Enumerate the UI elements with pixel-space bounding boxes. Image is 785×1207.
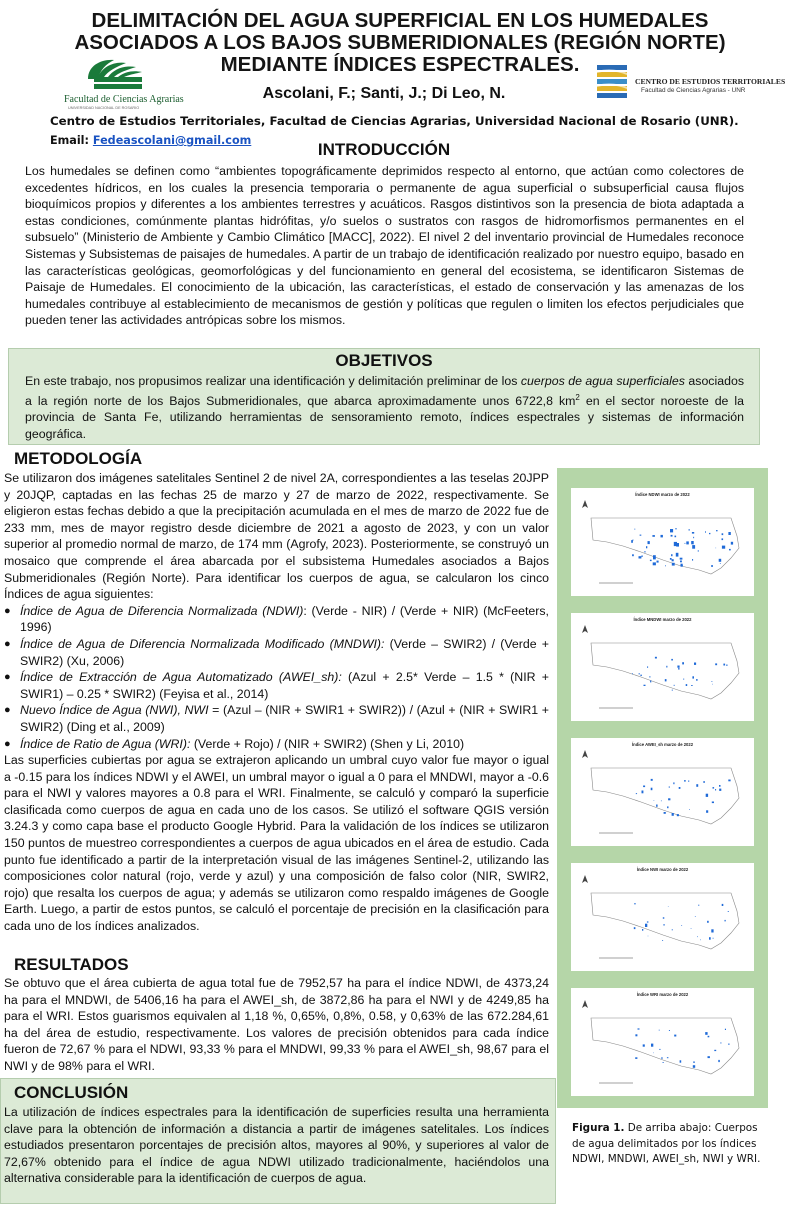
- metodologia-text: [4, 470, 549, 935]
- map-awei: [571, 738, 754, 846]
- water-patch: [693, 1065, 695, 1068]
- water-patch: [681, 925, 682, 926]
- water-patch: [705, 1032, 707, 1035]
- water-patch: [725, 1029, 726, 1030]
- water-patch: [692, 545, 695, 549]
- region-outline: [591, 1018, 739, 1074]
- water-patch: [652, 535, 655, 537]
- water-patch: [696, 679, 698, 681]
- north-arrow-icon: [582, 1000, 588, 1008]
- water-patch: [682, 662, 684, 664]
- water-patch: [709, 937, 711, 940]
- water-patch: [631, 540, 633, 543]
- water-patch: [678, 668, 679, 670]
- water-patch: [722, 904, 724, 906]
- water-patch: [657, 561, 659, 563]
- water-patch: [674, 685, 675, 686]
- cet-emblem-icon: [595, 63, 631, 101]
- index-formula: : (Verde - NIR) / (Verde + NIR) (McFeeters, 1996): [20, 603, 549, 635]
- list-item: [4, 636, 549, 669]
- map-figure-nwi: [571, 863, 754, 971]
- index-formula: (Verde + Rojo) / (NIR + SWIR2) (Shen y Li, 2010): [190, 736, 465, 751]
- water-patch: [672, 563, 675, 566]
- water-patch: [719, 789, 721, 791]
- water-patch: [672, 929, 673, 930]
- water-patch: [684, 780, 686, 782]
- index-name: Índice de Agua de Diferencia Normalizada Modificado (MNDWI):: [20, 636, 385, 651]
- water-patch: [661, 1057, 662, 1059]
- cet-logo-title: CENTRO DE ESTUDIOS TERRITORIALES: [635, 77, 785, 86]
- indices-list: [4, 603, 549, 752]
- water-patch: [651, 788, 653, 791]
- water-patch: [713, 938, 714, 939]
- water-patch: [692, 676, 694, 678]
- water-patch: [715, 789, 716, 791]
- water-patch: [648, 936, 649, 937]
- water-patch: [671, 535, 673, 537]
- map-ndwi: [571, 488, 754, 596]
- caption-text: De arriba abajo: Cuerpos de agua delimitados por los índices NDWI, MNDWI, AWEI_sh, NWI y WRI.: [572, 1122, 761, 1165]
- conclusion-heading: CONCLUSIÓN: [14, 1083, 129, 1102]
- water-patch: [715, 548, 716, 549]
- water-patch: [688, 529, 690, 530]
- water-patch: [639, 673, 641, 674]
- water-patch: [655, 657, 657, 659]
- north-arrow-icon: [582, 750, 588, 758]
- water-patch: [648, 541, 650, 544]
- water-patch: [686, 684, 688, 686]
- map-title: Índice WRI marzo de 2022: [636, 992, 689, 997]
- water-patch: [695, 916, 696, 917]
- water-patch: [693, 1061, 694, 1062]
- map-mndwi: [571, 613, 754, 721]
- water-patch: [691, 928, 692, 929]
- figure-panel: [557, 468, 768, 1108]
- water-patch: [665, 679, 667, 681]
- map-title: Índice NDWI marzo de 2022: [635, 492, 690, 497]
- water-patch: [673, 782, 674, 784]
- water-patch: [676, 553, 679, 557]
- water-patch: [694, 663, 696, 665]
- water-patch: [670, 558, 672, 560]
- cet-logo-subtitle: Facultad de Ciencias Agrarias - UNR: [641, 87, 746, 94]
- water-patch: [669, 787, 670, 788]
- water-patch: [698, 905, 699, 906]
- water-patch: [718, 1060, 720, 1062]
- caption-label: Figura 1.: [572, 1122, 625, 1134]
- water-patch: [686, 541, 689, 544]
- water-patch: [679, 787, 681, 789]
- north-arrow-icon: [582, 500, 588, 508]
- water-patch: [729, 549, 731, 551]
- map-title: Índice NWI marzo de 2022: [636, 867, 689, 872]
- water-patch: [632, 673, 633, 674]
- water-patch: [635, 1034, 637, 1036]
- conclusion-text: La utilización de índices espectrales para la identificación de superficies resulta una herramienta clave para la obtención de información a distancia a partir de imágenes satelitales. Los índices estudiados presentaron porcentajes de precisión altos, mayores al 90%, y superiores al valor de 72,67% obtenido para el índice de agua NDWI utilizado tradicionalmente, haciéndolos una alternativa considerable para la identificación de cuerpos de agua.: [4, 1105, 549, 1186]
- water-patch: [672, 813, 674, 816]
- water-patch: [649, 676, 650, 677]
- region-outline: [591, 643, 739, 699]
- water-patch: [650, 681, 651, 683]
- water-patch: [712, 802, 714, 804]
- water-patch: [672, 690, 673, 691]
- north-arrow-icon: [582, 875, 588, 883]
- index-formula: = (Azul – (NIR + SWIR1 + SWIR2)) / (Azul + (NIR + SWIR1 + SWIR2) (Ding et al., 2009): [20, 703, 549, 734]
- figure-caption: [572, 1121, 762, 1168]
- metodologia-heading: METODOLOGÍA: [14, 449, 143, 468]
- water-patch: [726, 665, 728, 666]
- water-patch: [632, 554, 634, 556]
- map-figure-ndwi: [571, 488, 754, 596]
- water-patch: [677, 666, 679, 668]
- map-nwi: [571, 863, 754, 971]
- water-patch: [720, 1042, 721, 1043]
- water-patch: [662, 940, 663, 941]
- map-wri: [571, 988, 754, 1096]
- water-patch: [693, 537, 694, 538]
- water-patch: [712, 684, 713, 685]
- water-patch: [708, 1036, 710, 1038]
- water-patch: [676, 543, 679, 547]
- list-item: [4, 669, 549, 702]
- water-patch: [661, 801, 662, 802]
- water-patch: [656, 805, 658, 807]
- water-patch: [659, 1030, 660, 1031]
- objetivos-text-em: cuerpos de agua superficiales: [520, 374, 685, 388]
- water-patch: [708, 1056, 710, 1058]
- water-patch: [669, 1030, 670, 1031]
- water-patch: [680, 1060, 682, 1062]
- water-patch: [644, 551, 645, 552]
- water-patch: [668, 798, 670, 800]
- water-patch: [722, 546, 725, 549]
- water-patch: [715, 663, 717, 665]
- water-patch: [667, 806, 668, 808]
- water-patch: [711, 565, 713, 567]
- water-patch: [661, 535, 663, 538]
- water-patch: [642, 929, 643, 931]
- index-formula: (Verde – SWIR2) / (Verde + SWIR2) (Xu, 2006): [20, 636, 549, 668]
- resultados-text: Se obtuvo que el área cubierta de agua total fue de 7952,57 ha para el índice NDWI, de 4373,24 ha para el MNDWI, de 5406,16 ha para el AWEI_sh, de 3872,86 ha para el NWI y de 4249,85 ha para el WRI. Estos guarismos equivalen al 1,18 %, 0,65%, 0,8%, 0.58, y 0,63% de las 672.284,61 ha del área de estudio, respectivamente. Los valores de precisión obtenidos para cada índice fueron de 72,67 % para el NDWI, 93,33 % para el MNDWI, 99,33 % para el AWEI_sh, 98,67 para el NWI y de 98% para el WRI.: [4, 976, 549, 1073]
- list-item: [4, 603, 549, 636]
- water-patch: [700, 939, 701, 940]
- water-patch: [706, 794, 708, 797]
- water-patch: [728, 780, 730, 782]
- index-name: Índice de Agua de Diferencia Normalizada (NDWI): [20, 603, 304, 618]
- water-patch: [725, 920, 726, 922]
- water-patch: [640, 675, 642, 676]
- water-patch: [691, 685, 692, 686]
- water-patch: [663, 924, 664, 925]
- water-patch: [691, 541, 694, 544]
- fca-logo-label: Facultad de Ciencias Agrarias: [64, 94, 184, 105]
- water-patch: [714, 1050, 716, 1051]
- water-patch: [683, 679, 684, 680]
- water-patch: [665, 565, 666, 566]
- water-patch: [659, 1049, 660, 1050]
- cet-logo: [595, 63, 785, 105]
- water-patch: [644, 685, 646, 686]
- water-patch: [713, 787, 715, 789]
- water-patch: [634, 529, 635, 530]
- water-patch: [722, 538, 724, 540]
- title-line-2: ASOCIADOS A LOS BAJOS SUBMERIDIONALES (REGIÓN NORTE): [74, 31, 726, 54]
- objetivos-text-c: en el sector noroeste de la provincia de Santa Fe, utilizando herramientas de sensoramiento remoto, índices espectrales y sistemas de información geográfica.: [25, 393, 744, 441]
- water-patch: [670, 529, 673, 532]
- water-patch: [643, 786, 645, 788]
- water-patch: [645, 924, 647, 927]
- metodologia-p2: Las superficies cubiertas por agua se extrajeron aplicando un umbral cuyo valor fue mayor o igual a -0.15 para los índices NDWI y el AWEI, un umbral mayor o igual a 0 para el MNDWI, mayor a -0.6 para el NWI y valores mayores a 0.8 para el WRI. Finalmente, se calculó y comparó la superficie clasificada como cuerpos de agua en cada uno de los casos. Se utilizó el software QGIS versión 3.24.3 y como capa base el producto Google Hybrid. Para la validación de los índices se utilizaron 150 puntos de muestreo correspondientes a cuerpos de agua ubicados en el área de estudio. Cada punto fue identificado a partir de la interpretación visual de las imágenes Sentinel-2, utilizando las composiciones color natural (rojo, verde y azul) y una composición de falso color (NIR, SWIR2, rojo) que resalta los cuerpos de agua; y además se utilizaron como respaldo imágenes de Google Earth. Luego, a partir de estos puntos, se calculó el porcentaje de precisión en la clasificación para cada uno de los índices analizados.: [4, 753, 549, 934]
- water-patch: [675, 536, 677, 538]
- water-patch: [663, 917, 665, 918]
- water-patch: [651, 1044, 653, 1047]
- objetivos-text-b: asociados a la región norte de los Bajos Submeridionales, que abarca aproximadamente unos 6722,8 km: [25, 374, 744, 408]
- email-link[interactable]: Fedeascolani@gmail.com: [92, 134, 252, 147]
- water-patch: [692, 559, 693, 561]
- index-formula: (Azul + 2.5* Verde – 1.5 * (NIR + SWIR1) – 0.25 * SWIR2) (Feyisa et al., 2014): [20, 670, 549, 701]
- water-patch: [642, 791, 644, 794]
- water-patch: [663, 1062, 664, 1063]
- water-patch: [647, 921, 649, 922]
- water-patch: [697, 936, 698, 937]
- water-patch: [634, 903, 636, 904]
- objetivos-text-sup: 2: [575, 392, 580, 402]
- list-item: [4, 736, 549, 753]
- affiliation: Centro de Estudios Territoriales, Facultad de Ciencias Agrarias, Universidad Nacional de Rosario (UNR).: [50, 114, 739, 128]
- water-patch: [705, 531, 706, 532]
- map-figure-wri: [571, 988, 754, 1096]
- water-patch: [723, 664, 725, 666]
- water-patch: [720, 563, 721, 564]
- map-figure-mndwi: [571, 613, 754, 721]
- water-patch: [719, 559, 722, 562]
- water-patch: [706, 810, 708, 813]
- objetivos-text: [25, 373, 744, 442]
- water-patch: [707, 921, 709, 923]
- water-patch: [646, 546, 647, 548]
- water-patch: [650, 560, 652, 561]
- water-patch: [637, 793, 638, 794]
- water-patch: [671, 659, 673, 661]
- objetivos-heading: OBJETIVOS: [335, 351, 433, 370]
- water-patch: [653, 562, 656, 565]
- fca-logo-sub: UNIVERSIDAD NACIONAL DE ROSARIO: [68, 106, 140, 110]
- water-patch: [680, 561, 682, 563]
- index-name: Nuevo Índice de Agua (NWI), NWI: [20, 703, 209, 718]
- water-patch: [672, 559, 674, 561]
- water-patch: [680, 558, 683, 560]
- water-patch: [651, 779, 653, 781]
- water-patch: [716, 530, 718, 531]
- water-patch: [671, 554, 672, 556]
- water-patch: [654, 800, 655, 801]
- water-patch: [638, 1028, 640, 1029]
- map-title: Índice MNDWI marzo de 2022: [633, 617, 692, 622]
- water-patch: [698, 550, 699, 551]
- list-item: [4, 702, 549, 735]
- water-patch: [664, 812, 666, 814]
- water-patch: [639, 556, 642, 558]
- water-patch: [677, 814, 679, 816]
- index-name: Índice de Extracción de Agua Automatizado (AWEI_sh):: [20, 670, 342, 685]
- water-patch: [681, 564, 683, 567]
- map-figure-awei: [571, 738, 754, 846]
- water-patch: [719, 785, 721, 787]
- water-patch: [728, 911, 729, 912]
- north-arrow-icon: [582, 625, 588, 633]
- water-patch: [703, 781, 705, 783]
- water-patch: [731, 542, 733, 545]
- region-outline: [591, 893, 739, 949]
- water-patch: [641, 556, 642, 557]
- water-patch: [696, 784, 698, 787]
- water-patch: [722, 533, 724, 535]
- water-patch: [640, 535, 642, 536]
- intro-heading: INTRODUCCIÓN: [317, 140, 451, 159]
- resultados-heading: RESULTADOS: [14, 955, 129, 974]
- water-patch: [653, 555, 656, 559]
- authors: Ascolani, F.; Santi, J.; Di Leo, N.: [262, 85, 506, 102]
- water-patch: [692, 532, 694, 534]
- water-patch: [689, 809, 690, 810]
- water-patch: [647, 666, 648, 667]
- intro-text: Los humedales se definen como “ambientes topográficamente deprimidos respecto al entorno, que actúan como colectores de excedentes hídricos, en los cuales la presencia temporaria o permanente de agua superficial o subsuperficial causa flujos bioquímicos propios y diferentes a los ambientes terrestres y acuáticos. Rasgos distintivos son la presencia de biota adaptada a estas condiciones, comúnmente plantas hidrófitas, y/o suelos o sustratos con rasgos de hidromorfismos permanentes en el subsuelo” (Ministerio de Ambiente y Cambio Climático [MACC], 2022). El nivel 2 del inventario provincial de Humedales reconoce Sistemas y Subsistemas de paisajes de humedales. A partir de un trabajo de identificación realizado por nuestro equipo, basado en las características geológicas, geomorfológicas y del funcionamiento en general del ecosistema, se identificaron Sistemas de Paisaje de Humedales. El conocimiento de la ubicación, las características, el estado de conservación y las amenazas de los humedales contribuye al establecimiento de mecanismos de gestión y políticas que regulen o limiten los efectos perjudiciales que pueden tener las actividades antrópicas sobre los mismos.: [25, 164, 744, 328]
- index-name: Índice de Ratio de Agua (WRI):: [20, 736, 191, 751]
- water-patch: [653, 1053, 654, 1054]
- metodologia-p1: Se utilizaron dos imágenes satelitales Sentinel 2 de nivel 2A, correspondientes a las teselas 20JPP y 20JQP, captadas en las fechas 25 de marzo y 27 de marzo de 2022, respectivamente. Se eligieron estas fechas debido a que la precipitación acumulada en el mes de marzo de 2022 fue de 233 mm, mes de mayor registro desde diciembre de 2021 a agosto de 2023, y con un valor superior al promedio normal de marzo, de 174 mm (Agrofy, 2023). Posteriormente, se construyó un mosaico que comprende el área abarcada por el subsistema Humedales asociados a Bajos Submeridionales (Región Norte). Para identificar los cuerpos de agua, se calcularon los cinco Índices de agua siguientes:: [4, 471, 549, 602]
- water-patch: [709, 533, 710, 534]
- water-patch: [685, 543, 686, 544]
- water-patch: [728, 532, 730, 535]
- title-line-1: DELIMITACIÓN DEL AGUA SUPERFICIAL EN LOS HUMEDALES: [91, 9, 709, 32]
- water-patch: [711, 929, 713, 932]
- water-patch: [688, 780, 689, 782]
- water-patch: [634, 927, 636, 929]
- water-patch: [643, 1044, 645, 1046]
- water-patch: [635, 1057, 637, 1059]
- water-patch: [667, 1057, 669, 1058]
- water-patch: [728, 1043, 729, 1045]
- region-outline: [591, 768, 739, 824]
- water-patch: [674, 1035, 676, 1037]
- title-line-3: MEDIANTE ÍNDICES ESPECTRALES.: [220, 53, 580, 76]
- water-patch: [666, 666, 667, 668]
- objetivos-text-a: En este trabajo, nos propusimos realizar una identificación y delimitación preliminar de los: [25, 374, 521, 388]
- water-patch: [675, 528, 676, 529]
- map-title: Índice AWEI_sh marzo de 2022: [631, 742, 694, 747]
- water-patch: [668, 906, 669, 907]
- water-patch: [712, 681, 713, 682]
- email-label: Email:: [50, 134, 89, 147]
